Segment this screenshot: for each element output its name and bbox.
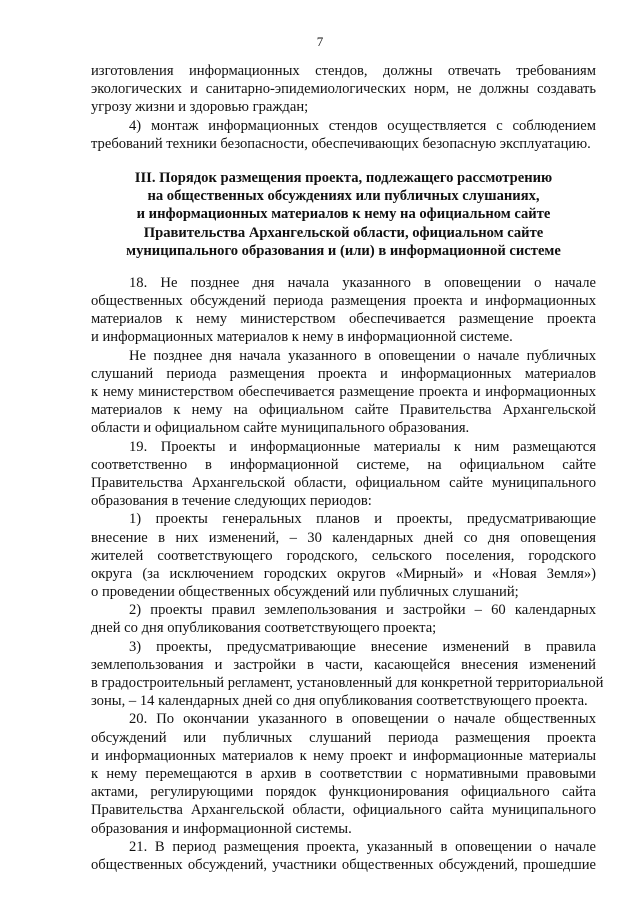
text-line: и информационных материалов к нему в информационной системе.: [91, 329, 513, 346]
text-line: изготовления информационных стендов, должны отвечать требованиям: [91, 63, 596, 79]
heading-line: и информационных материалов к нему на официальном сайте: [136, 206, 551, 223]
text-line: округа (за исключением городских округов «Мирный» и «Новая Земля»): [91, 565, 596, 582]
text-line: о проведении общественных обсуждений или публичных слушаний;: [91, 584, 519, 601]
section-heading: [91, 169, 596, 260]
text-line: 4) монтаж информационных стендов осуществляется с соблюдением: [129, 117, 596, 134]
text-line: жителей соответствующего городского, сельского поселения, городского: [91, 547, 596, 564]
text-line: к нему перемещаются в архив в соответствии с нормативными правовыми: [91, 765, 596, 782]
text-line: образования в течение следующих периодов:: [91, 493, 372, 510]
text-line: требований техники безопасности, обеспечивающих безопасную эксплуатацию.: [91, 135, 591, 152]
text-line: актами, регулирующими порядок функционирования официального сайта: [91, 784, 596, 801]
text-line: общественных обсуждений периода размещения проекта и информационных: [91, 293, 596, 310]
page-content: [91, 62, 604, 874]
section-body: [91, 274, 604, 874]
text-line: общественных обсуждений, участники общественных обсуждений, прошедшие: [91, 856, 596, 873]
text-line: 20. По окончании указанного в оповещении о начале общественных: [129, 711, 596, 728]
text-line: 18. Не позднее дня начала указанного в оповещении о начале: [129, 274, 596, 291]
text-line: зоны, – 14 календарных дней со дня опубликования соответствующего проекта.: [91, 693, 588, 710]
heading-line: Правительства Архангельской области, официальном сайте: [143, 224, 544, 241]
continuation-text: [91, 62, 596, 153]
text-line: 19. Проекты и информационные материалы к ним размещаются: [129, 438, 596, 455]
text-line: землепользования и застройки в части, касающейся внесения изменений: [91, 656, 596, 673]
text-line: 21. В период размещения проекта, указанный в оповещении о начале: [129, 838, 596, 855]
text-line: 2) проекты правил землепользования и застройки – 60 календарных: [129, 602, 596, 619]
text-line: области и официальном сайте муниципального образования.: [91, 420, 470, 437]
text-line: Правительства Архангельской области, официального сайта муниципального: [91, 802, 596, 819]
text-line: и информационных материалов к нему проект и информационные материалы: [91, 747, 596, 764]
text-line: внесение в них изменений, – 30 календарных дней со дня оповещения: [91, 529, 596, 546]
heading-line: III. Порядок размещения проекта, подлежащего рассмотрению: [134, 169, 553, 186]
text-line: Правительства Архангельской области, официальном сайте муниципального: [91, 474, 596, 491]
text-line: слушаний периода размещения проекта и информационных материалов: [91, 365, 596, 382]
heading-line: на общественных обсуждениях или публичных слушаниях,: [147, 188, 540, 205]
text-line: 1) проекты генеральных планов и проекты, предусматривающие: [129, 511, 596, 528]
text-line: обсуждений или публичных слушаний периода размещения проекта: [91, 729, 596, 746]
text-line: в градостроительный регламент, установленный для конкретной территориальной: [91, 675, 604, 691]
text-line: 3) проекты, предусматривающие внесение изменений в правила: [129, 638, 596, 655]
text-line: к нему министерством обеспечивается размещение проекта и информационных: [91, 384, 596, 400]
text-line: образования и информационной системы.: [91, 820, 352, 837]
text-line: экологических и санитарно-эпидемиологических норм, не должны создавать: [91, 81, 596, 98]
text-line: Не позднее дня начала указанного в оповещении о начале публичных: [129, 347, 596, 364]
text-line: соответственно в информационной системе, на официальном сайте: [91, 456, 596, 473]
heading-line: муниципального образования и (или) в информационной системе: [126, 242, 561, 259]
text-line: материалов к нему министерством обеспечивается размещение проекта: [91, 311, 596, 328]
text-line: угрозу жизни и здоровью граждан;: [91, 99, 309, 116]
page-number: 7: [316, 34, 324, 49]
text-line: материалов к нему на официальном сайте Правительства Архангельской: [91, 402, 596, 419]
text-line: дней со дня опубликования соответствующего проекта;: [91, 620, 437, 637]
